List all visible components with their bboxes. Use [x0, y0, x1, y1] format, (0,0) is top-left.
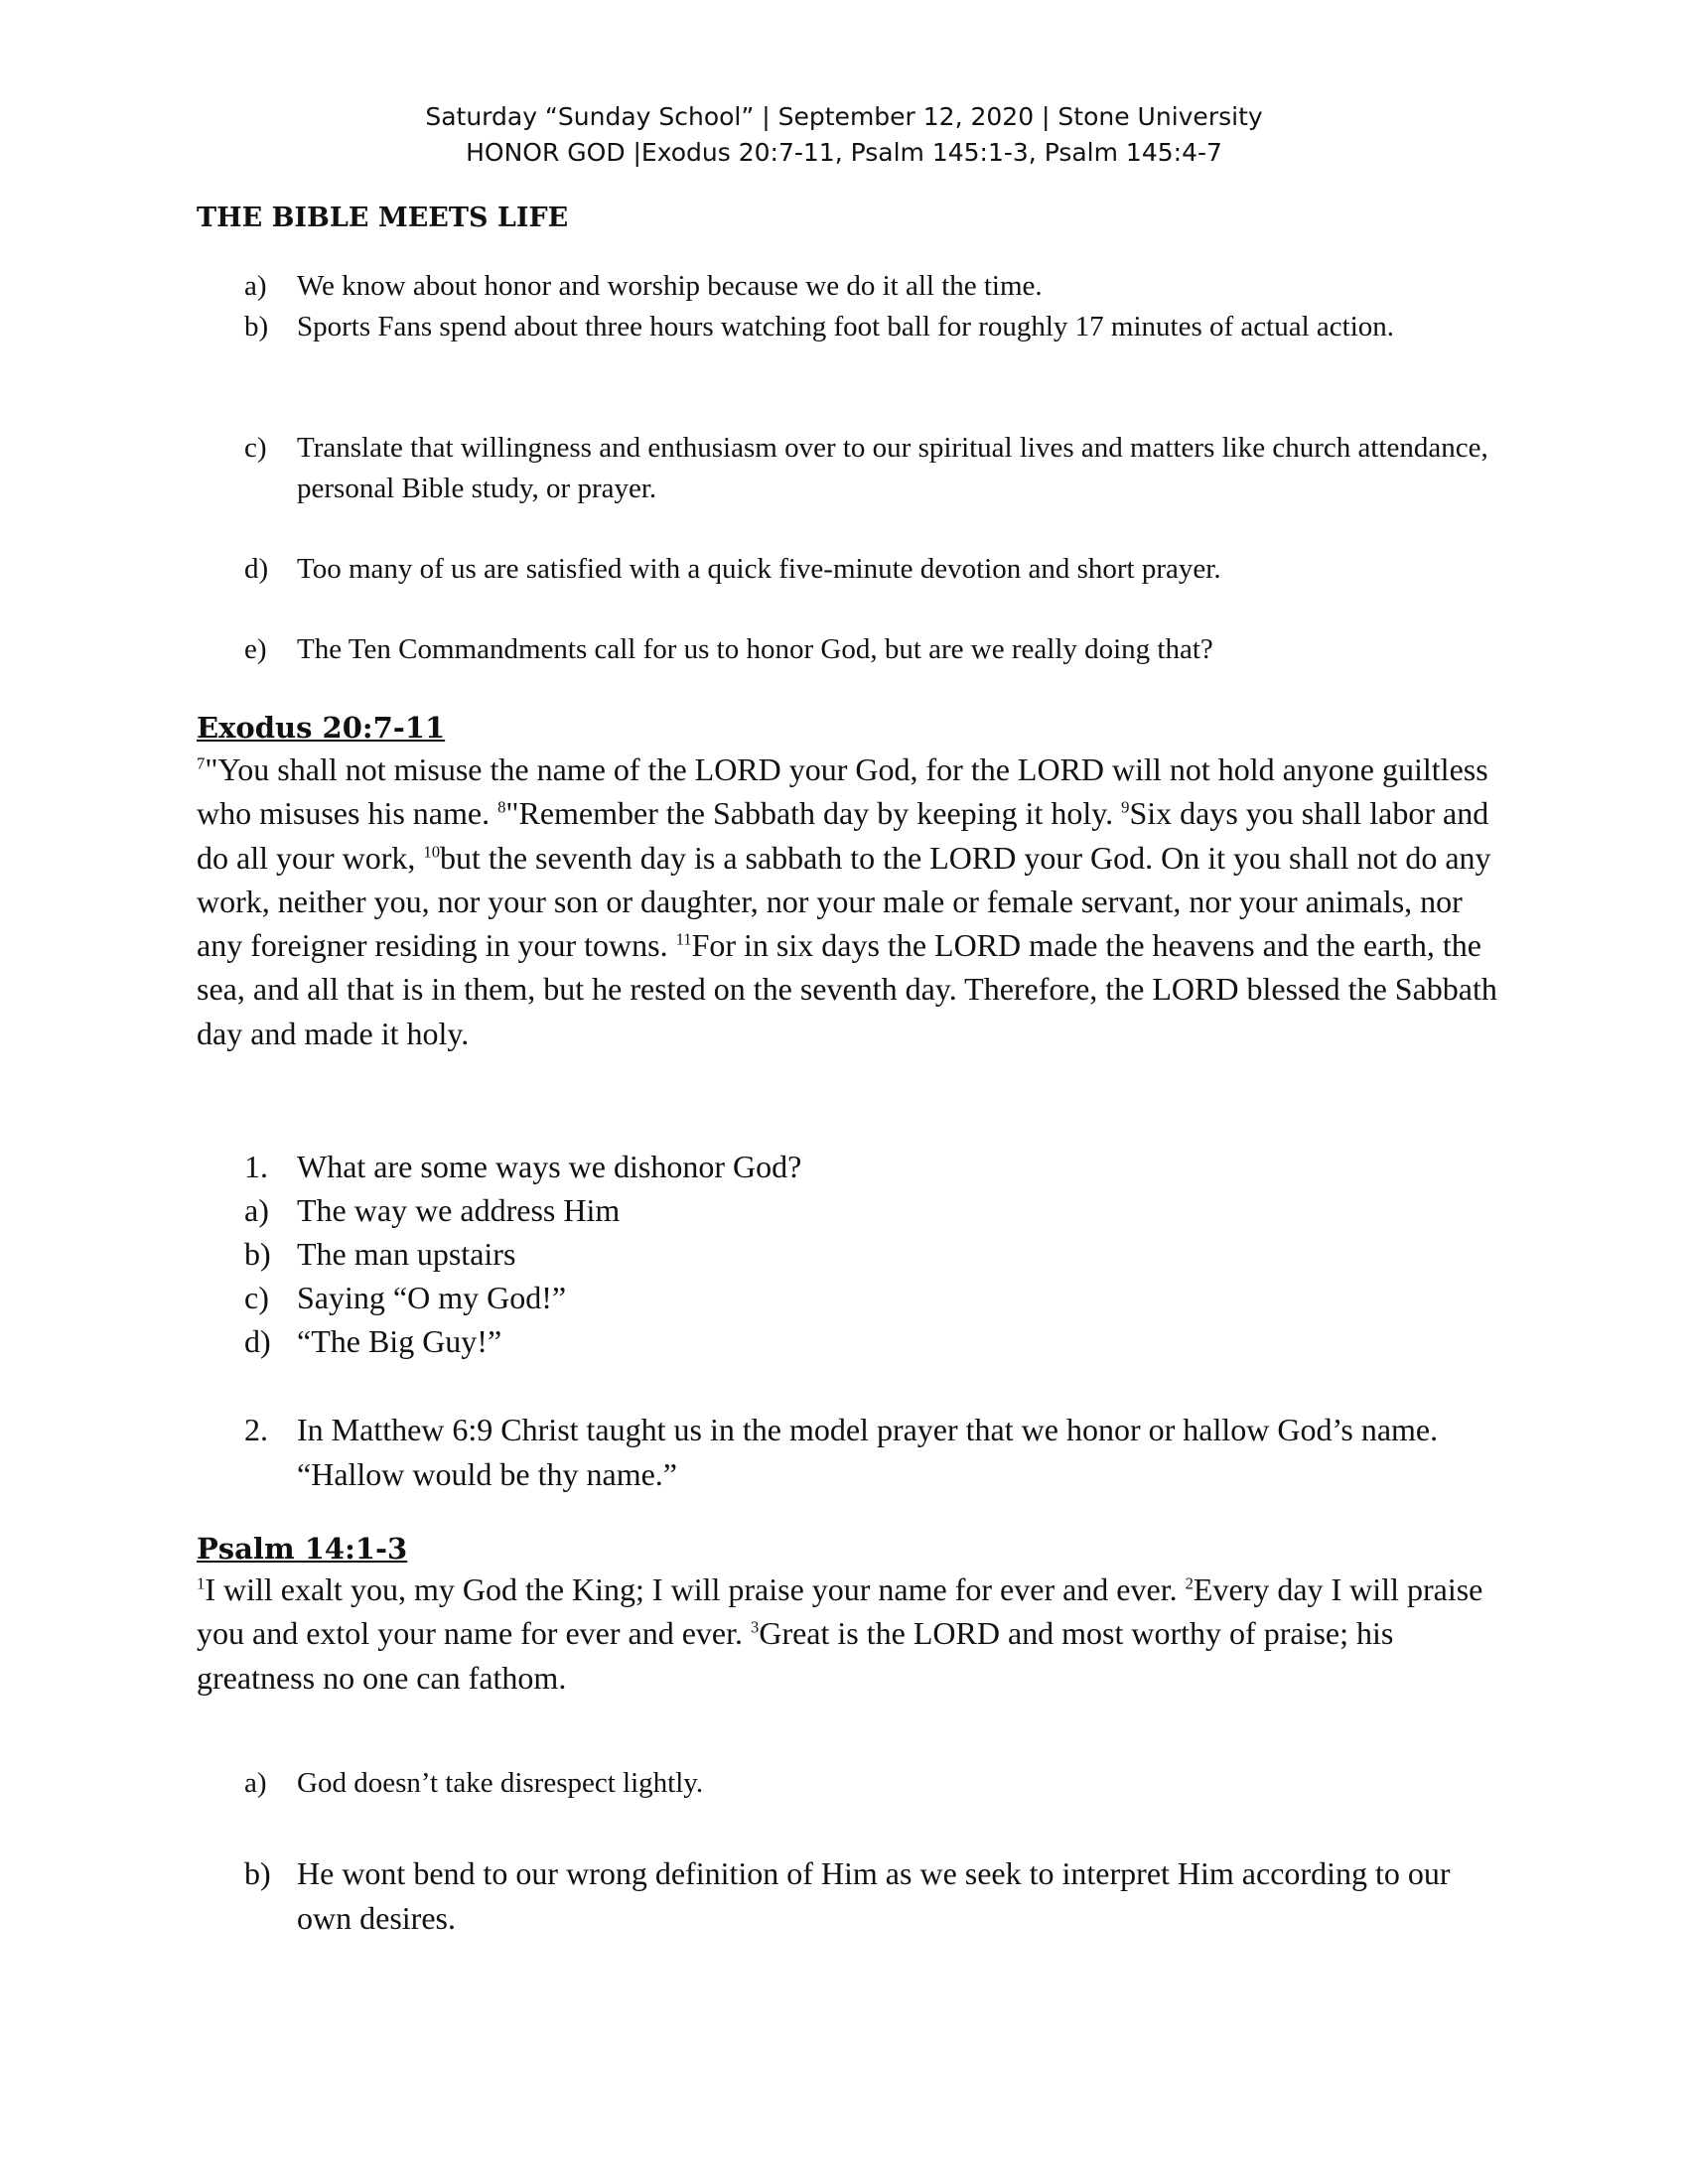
scripture-passage-exodus [197, 748, 1497, 1055]
list-item-text: The Ten Commandments call for us to honor God, but are we really doing that? [297, 633, 1213, 665]
scripture-reference-psalm: Psalm 14:1-3 [197, 1532, 408, 1566]
list-marker: c) [244, 432, 267, 464]
list-marker: 1. [244, 1149, 268, 1184]
header-line-2: HONOR GOD |Exodus 20:7-11, Psalm 145:1-3, Psalm 145:4-7 [466, 138, 1222, 167]
list-item [244, 1232, 1495, 1277]
list-item-text: Translate that willingness and enthusiasm over to our spiritual lives and matters like church attendance, personal Bible study, or prayer. [297, 432, 1488, 504]
question-text: What are some ways we dishonor God? [297, 1149, 802, 1184]
header-line-1: Saturday “Sunday School” | September 12, 2020 | Stone University [425, 102, 1263, 131]
verse-number: 7 [197, 753, 206, 773]
list-item [244, 428, 1495, 509]
list-marker: 2. [244, 1412, 268, 1447]
verse-text: I will exalt you, my God the King; I will praise your name for ever and ever. [205, 1571, 1186, 1607]
verse-number: 10 [423, 841, 441, 861]
verse-number: 11 [675, 929, 692, 949]
list-item [244, 1276, 1495, 1320]
list-item [244, 307, 1495, 347]
list-item-text: “The Big Guy!” [297, 1323, 502, 1359]
verse-text: Great is the LORD and most worthy of praise; his greatness no one can fathom. [197, 1615, 1394, 1696]
list-marker: b) [244, 1855, 271, 1891]
list-marker: e) [244, 633, 267, 665]
verse-text: Six days you shall labor and do all your work, [197, 795, 1489, 876]
list-item [244, 1763, 1495, 1804]
list-marker: b) [244, 1236, 271, 1272]
verse-text: but the seventh day is a sabbath to the LORD your God. On it you shall not do any work, neither you, nor your son or daughter, nor your male or female servant, nor your animals, nor any foreigner residing in your towns. [197, 839, 1491, 964]
list-item-text: We know about honor and worship because we do it all the time. [297, 270, 1043, 302]
list-marker: a) [244, 1767, 267, 1799]
list-marker: b) [244, 311, 269, 342]
verse-text: For in six days the LORD made the heavens and the earth, the sea, and all that is in them, but he rested on the seventh day. Therefore, the LORD blessed the Sabbath day and made it holy. [197, 927, 1497, 1051]
list-item-text: Too many of us are satisfied with a quick five-minute devotion and short prayer. [297, 553, 1221, 585]
list-item-text: Sports Fans spend about three hours watching foot ball for roughly 17 minutes of actual action. [297, 311, 1395, 342]
question-text: In Matthew 6:9 Christ taught us in the model prayer that we honor or hallow God’s name. “Hallow would be thy name.” [297, 1412, 1439, 1492]
list-marker: a) [244, 1192, 269, 1228]
verse-number: 1 [197, 1573, 206, 1593]
scripture-reference-exodus: Exodus 20:7-11 [197, 711, 446, 745]
list-item-text: He wont bend to our wrong definition of Him as we seek to interpret Him according to our own desires. [297, 1855, 1451, 1936]
verse-text: Every day I will praise you and extol your name for ever and ever. [197, 1571, 1483, 1652]
list-marker: c) [244, 1280, 269, 1315]
verse-text: "Remember the Sabbath day by keeping it holy. [505, 795, 1122, 832]
list-item [244, 1188, 1495, 1233]
verse-text: "You shall not misuse the name of the LORD your God, for the LORD will not hold anyone guiltless who misuses his name. [197, 751, 1488, 832]
list-marker: a) [244, 270, 267, 302]
verse-number: 9 [1121, 797, 1130, 817]
list-item [244, 629, 1495, 670]
section-title-bible-meets-life: THE BIBLE MEETS LIFE [197, 203, 569, 233]
list-item [244, 549, 1495, 590]
verse-number: 2 [1185, 1573, 1194, 1593]
list-marker: d) [244, 1323, 271, 1359]
list-item-text: Saying “O my God!” [297, 1280, 567, 1315]
question-item [244, 1145, 1495, 1189]
list-item [244, 1319, 1495, 1364]
list-marker: d) [244, 553, 269, 585]
verse-number: 8 [497, 797, 506, 817]
list-item [244, 266, 1495, 307]
scripture-passage-psalm [197, 1568, 1497, 1700]
list-item-text: The man upstairs [297, 1236, 516, 1272]
verse-number: 3 [751, 1617, 760, 1637]
question-item [244, 1408, 1495, 1496]
list-item-text: The way we address Him [297, 1192, 621, 1228]
list-item [244, 1851, 1495, 1940]
list-item-text: God doesn’t take disrespect lightly. [297, 1767, 704, 1799]
